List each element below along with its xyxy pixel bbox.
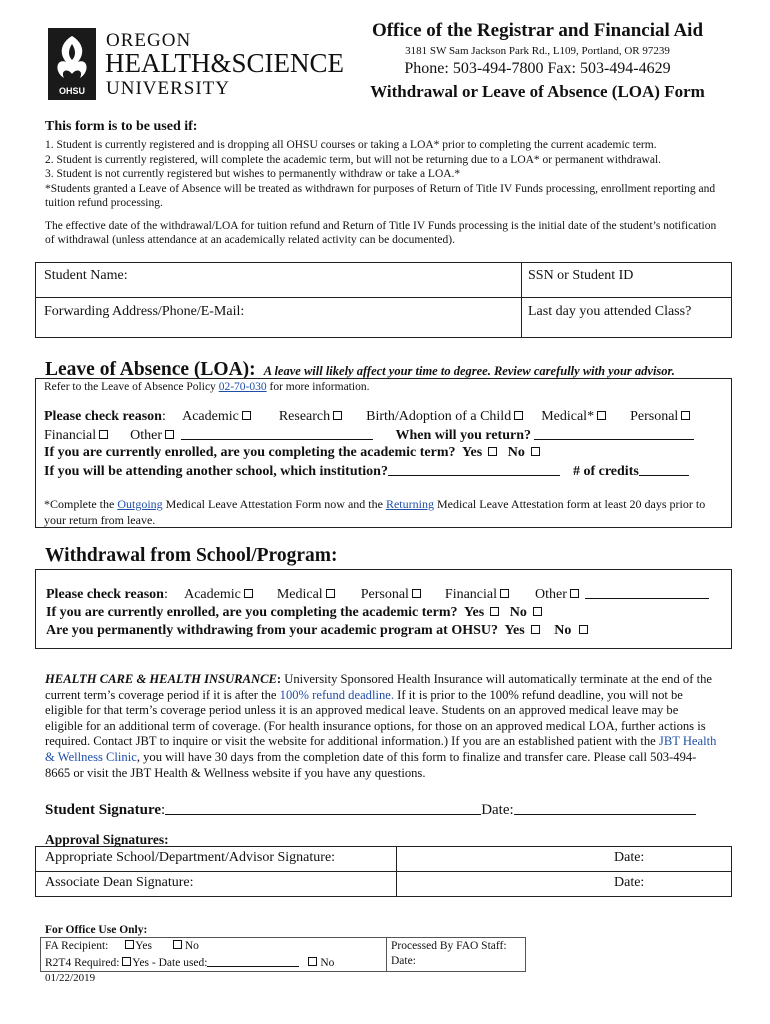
loa-return-input[interactable] [534, 427, 694, 440]
intro-item: 1. Student is currently registered and is dropping all OHSU courses or taking a LOA* prior to completing the current academic term. [45, 139, 657, 151]
intro-item: 2. Student is currently registered, will complete the academic term, but will not be returning due to a LOA* or permanent withdrawal. [45, 153, 662, 166]
intro-item: *Students granted a Leave of Absence will be treated as withdrawn for purposes of Return of Title IV Funds processing, enrollment reporting and tuition refund processing. [45, 182, 716, 209]
ssn-field[interactable] [522, 263, 731, 297]
loa-box: Refer to the Leave of Absence Policy 02-70-030 for more information. Please check reason: Academic Research Birth/Adoption of a Child Medical* Personal Financial Other When will you return? If you are currently enrolled, are you completing the academic term? Yes No If you will be attending another school, which institution? # of credits *Complete the Outgoing Medical Leave Attestation Form now and the Returning Medical Leave Attestation form at least 20 days prior to your return from leave. [35, 378, 732, 528]
withdrawal-academic-checkbox[interactable] [244, 589, 253, 598]
loa-personal-checkbox[interactable] [681, 411, 690, 420]
loa-enrolled-yes-checkbox[interactable] [488, 447, 497, 456]
loa-enrolled-question: If you are currently enrolled, are you completing the academic term? [44, 445, 456, 460]
loa-reason-research: Research [278, 409, 331, 424]
loa-policy-text-end: for more information. [266, 381, 370, 393]
dean-date-label: Date: [614, 875, 645, 890]
r2t4-no-label: No [320, 957, 335, 969]
office-address: 3181 SW Sam Jackson Park Rd., L109, Portland, OR 97239 [405, 45, 670, 57]
dean-signature-field[interactable] [36, 872, 396, 896]
ohsu-logo [48, 28, 348, 102]
withdrawal-heading: Withdrawal from School/Program: [45, 545, 338, 566]
loa-academic-checkbox[interactable] [242, 411, 251, 420]
dean-signature-label: Associate Dean Signature: [45, 875, 194, 890]
student-signature-date-input[interactable] [514, 800, 696, 815]
withdrawal-no-label: No [509, 605, 527, 620]
fa-recipient-yes-checkbox[interactable] [125, 940, 134, 949]
student-name-label: Student Name: [44, 268, 128, 283]
loa-heading: Leave of Absence (LOA): [45, 359, 256, 380]
loa-policy-text: Refer to the Leave of Absence Policy [44, 381, 219, 393]
processed-date-label: Date: [391, 955, 416, 967]
logo-line-health-science: HEALTH&SCIENCE [105, 48, 345, 78]
withdrawal-reason-financial: Financial [444, 587, 498, 602]
processed-by-label: Processed By FAO Staff: [391, 940, 507, 952]
student-info-table [35, 262, 732, 338]
school-signature-date-field[interactable] [397, 847, 731, 871]
approval-table [35, 846, 732, 897]
withdrawal-permanent-yes-label: Yes [504, 623, 525, 638]
logo-line-oregon: OREGON [106, 30, 192, 51]
school-signature-label: Appropriate School/Department/Advisor Signature: [45, 850, 336, 865]
school-signature-field[interactable] [36, 847, 396, 871]
withdrawal-reason-personal: Personal [360, 587, 409, 602]
loa-enrolled-no-checkbox[interactable] [531, 447, 540, 456]
forwarding-address-field[interactable] [36, 298, 521, 337]
loa-reason-personal: Personal [630, 409, 679, 424]
loa-no-label: No [507, 445, 525, 460]
r2t4-yes-checkbox[interactable] [122, 957, 131, 966]
r2t4-label: R2T4 Required: [45, 957, 120, 969]
loa-note-text: *Complete the [44, 497, 118, 511]
loa-research-checkbox[interactable] [333, 411, 342, 420]
withdrawal-yes-label: Yes [464, 605, 485, 620]
refund-deadline-link[interactable]: 100% refund deadline. [279, 687, 394, 702]
last-day-field[interactable] [522, 298, 731, 337]
loa-policy-link[interactable]: 02-70-030 [218, 381, 267, 393]
withdrawal-box: Please check reason: Academic Medical Personal Financial Other If you are currently enrolled, are you completing the academic term? Yes No Are you permanently withdrawing from your academic program at OHSU? Yes No [35, 569, 732, 649]
loa-credits-label: # of credits [572, 464, 639, 479]
office-use-label: For Office Use Only: [45, 924, 148, 936]
withdrawal-permanent-no-label: No [554, 623, 572, 638]
loa-medical-checkbox[interactable] [597, 411, 606, 420]
intro-heading: This form is to be used if: [45, 119, 198, 134]
loa-birth-checkbox[interactable] [514, 411, 523, 420]
loa-institution-input[interactable] [388, 463, 560, 476]
student-signature-input[interactable] [165, 800, 481, 815]
withdrawal-reason-other: Other [535, 587, 567, 602]
health-insurance-text-3: , you will have 30 days from the completion date of this form to finalize and transfer care. Please call 503-494-8665 or visit the JBT Health & Wellness website if you have any questions. [45, 749, 697, 780]
form-revision-date: 01/22/2019 [45, 972, 96, 984]
student-signature-date-label: Date: [481, 802, 514, 818]
office-phone: Phone: 503-494-7800 Fax: 503-494-4629 [404, 60, 671, 77]
loa-financial-checkbox[interactable] [99, 430, 108, 439]
loa-credits-input[interactable] [639, 463, 689, 476]
dean-signature-date-field[interactable] [397, 872, 731, 896]
student-signature-label: Student Signature [45, 802, 162, 818]
ssn-label: SSN or Student ID [528, 268, 634, 283]
loa-other-checkbox[interactable] [165, 430, 174, 439]
loa-note-end: Medical Leave Attestation form at least 20 days prior to your return from leave. [44, 497, 706, 527]
jbt-clinic-link[interactable]: JBT Health & Wellness Clinic [45, 734, 717, 764]
loa-reason-other: Other [130, 428, 162, 443]
withdrawal-enrolled-no-checkbox[interactable] [533, 607, 542, 616]
withdrawal-other-checkbox[interactable] [570, 589, 579, 598]
withdrawal-financial-checkbox[interactable] [500, 589, 509, 598]
loa-reason-label: Please check reason [44, 409, 162, 424]
loa-reason-academic: Academic [182, 409, 239, 424]
withdrawal-permanent-no-checkbox[interactable] [579, 625, 588, 634]
approval-signatures-heading: Approval Signatures: [45, 832, 169, 847]
forwarding-address-label: Forwarding Address/Phone/E-Mail: [44, 304, 245, 319]
r2t4-yes-date-label: Yes - Date used: [132, 957, 208, 969]
withdrawal-enrolled-yes-checkbox[interactable] [490, 607, 499, 616]
loa-return-label: When will you return? [395, 428, 531, 443]
withdrawal-reason-medical: Medical [276, 587, 323, 602]
logo-badge: OHSU [58, 86, 85, 96]
intro-item: 3. Student is not currently registered but wishes to permanently withdraw or take a LOA.* [45, 168, 461, 180]
loa-reason-birth: Birth/Adoption of a Child [366, 409, 512, 424]
returning-form-link[interactable]: Returning [385, 497, 434, 511]
last-day-label: Last day you attended Class? [528, 304, 692, 319]
withdrawal-other-input[interactable] [585, 586, 709, 599]
office-use-box [40, 937, 526, 972]
loa-yes-label: Yes [462, 445, 483, 460]
loa-other-input[interactable] [181, 427, 373, 440]
loa-reason-financial: Financial [44, 428, 97, 443]
school-date-label: Date: [614, 850, 645, 865]
loa-note-mid: Medical Leave Attestation Form now and the [162, 497, 386, 511]
loa-subheading: A leave will likely affect your time to degree. Review carefully with your advisor. [263, 364, 675, 378]
withdrawal-personal-checkbox[interactable] [412, 589, 421, 598]
health-insurance-text-1: University Sponsored Health Insurance will automatically terminate at the end of the current term’s coverage period if it is after the [45, 672, 712, 702]
withdrawal-enrolled-question: If you are currently enrolled, are you completing the academic term? [46, 605, 458, 620]
r2t4-date-input[interactable] [207, 956, 299, 967]
withdrawal-permanent-yes-checkbox[interactable] [531, 625, 540, 634]
office-title: Office of the Registrar and Financial Aid [371, 20, 704, 41]
withdrawal-reason-academic: Academic [184, 587, 241, 602]
withdrawal-permanent-question: Are you permanently withdrawing from your academic program at OHSU? [46, 623, 498, 638]
fa-recipient-yes-label: Yes [135, 940, 152, 952]
effective-date-note: The effective date of the withdrawal/LOA for tuition refund and Return of Title IV Funds processing is the initial date of the student’s notification of withdrawal (unless attendance at an academically related activity can be documented). [45, 219, 717, 246]
health-insurance-label: HEALTH CARE & HEALTH INSURANCE [45, 672, 277, 686]
r2t4-no-checkbox[interactable] [308, 957, 317, 966]
loa-reason-medical: Medical* [541, 409, 595, 424]
logo-line-university: UNIVERSITY [106, 78, 230, 99]
outgoing-form-link[interactable]: Outgoing [117, 497, 163, 511]
health-insurance-text-2: If it is prior to the 100% refund deadline, you will not be eligible for that term’s coverage period unless it is an approved medical leave. Students on an approved medical leave may be eligible for an additional term of coverage. (For health insurance options, for those on an approved medical LOA, further actions is required. Contact JBT to inquire or visit the website for additional information.) If you are an established patient with the [45, 687, 706, 749]
loa-other-school-question: If you will be attending another school, which institution? [44, 464, 388, 479]
fa-recipient-no-checkbox[interactable] [173, 940, 182, 949]
form-title: Withdrawal or Leave of Absence (LOA) Form [370, 82, 705, 101]
student-name-field[interactable] [36, 263, 521, 297]
fa-recipient-label: FA Recipient: [45, 940, 109, 952]
fa-recipient-no-label: No [184, 940, 199, 952]
health-insurance-paragraph: HEALTH CARE & HEALTH INSURANCE: University Sponsored Health Insurance will automatically terminate at the end of the current term’s coverage period if it is after the 100% refund deadline. If it is prior to the 100% refund deadline, you will not be eligible for that term’s coverage period unless it is an approved medical leave. Students on an approved medical leave may be eligible for an additional term of coverage. (For health insurance options, for those on an approved medical LOA, further actions is required. Contact JBT to inquire or visit the website for additional information.) If you are an established patient with the JBT Health & Wellness Clinic, you will have 30 days from the completion date of this form to finalize and transfer care. Please call 503-494-8665 or visit the JBT Health & Wellness website if you have any questions. [45, 672, 717, 780]
withdrawal-medical-checkbox[interactable] [326, 589, 335, 598]
withdrawal-reason-label: Please check reason [46, 587, 164, 602]
